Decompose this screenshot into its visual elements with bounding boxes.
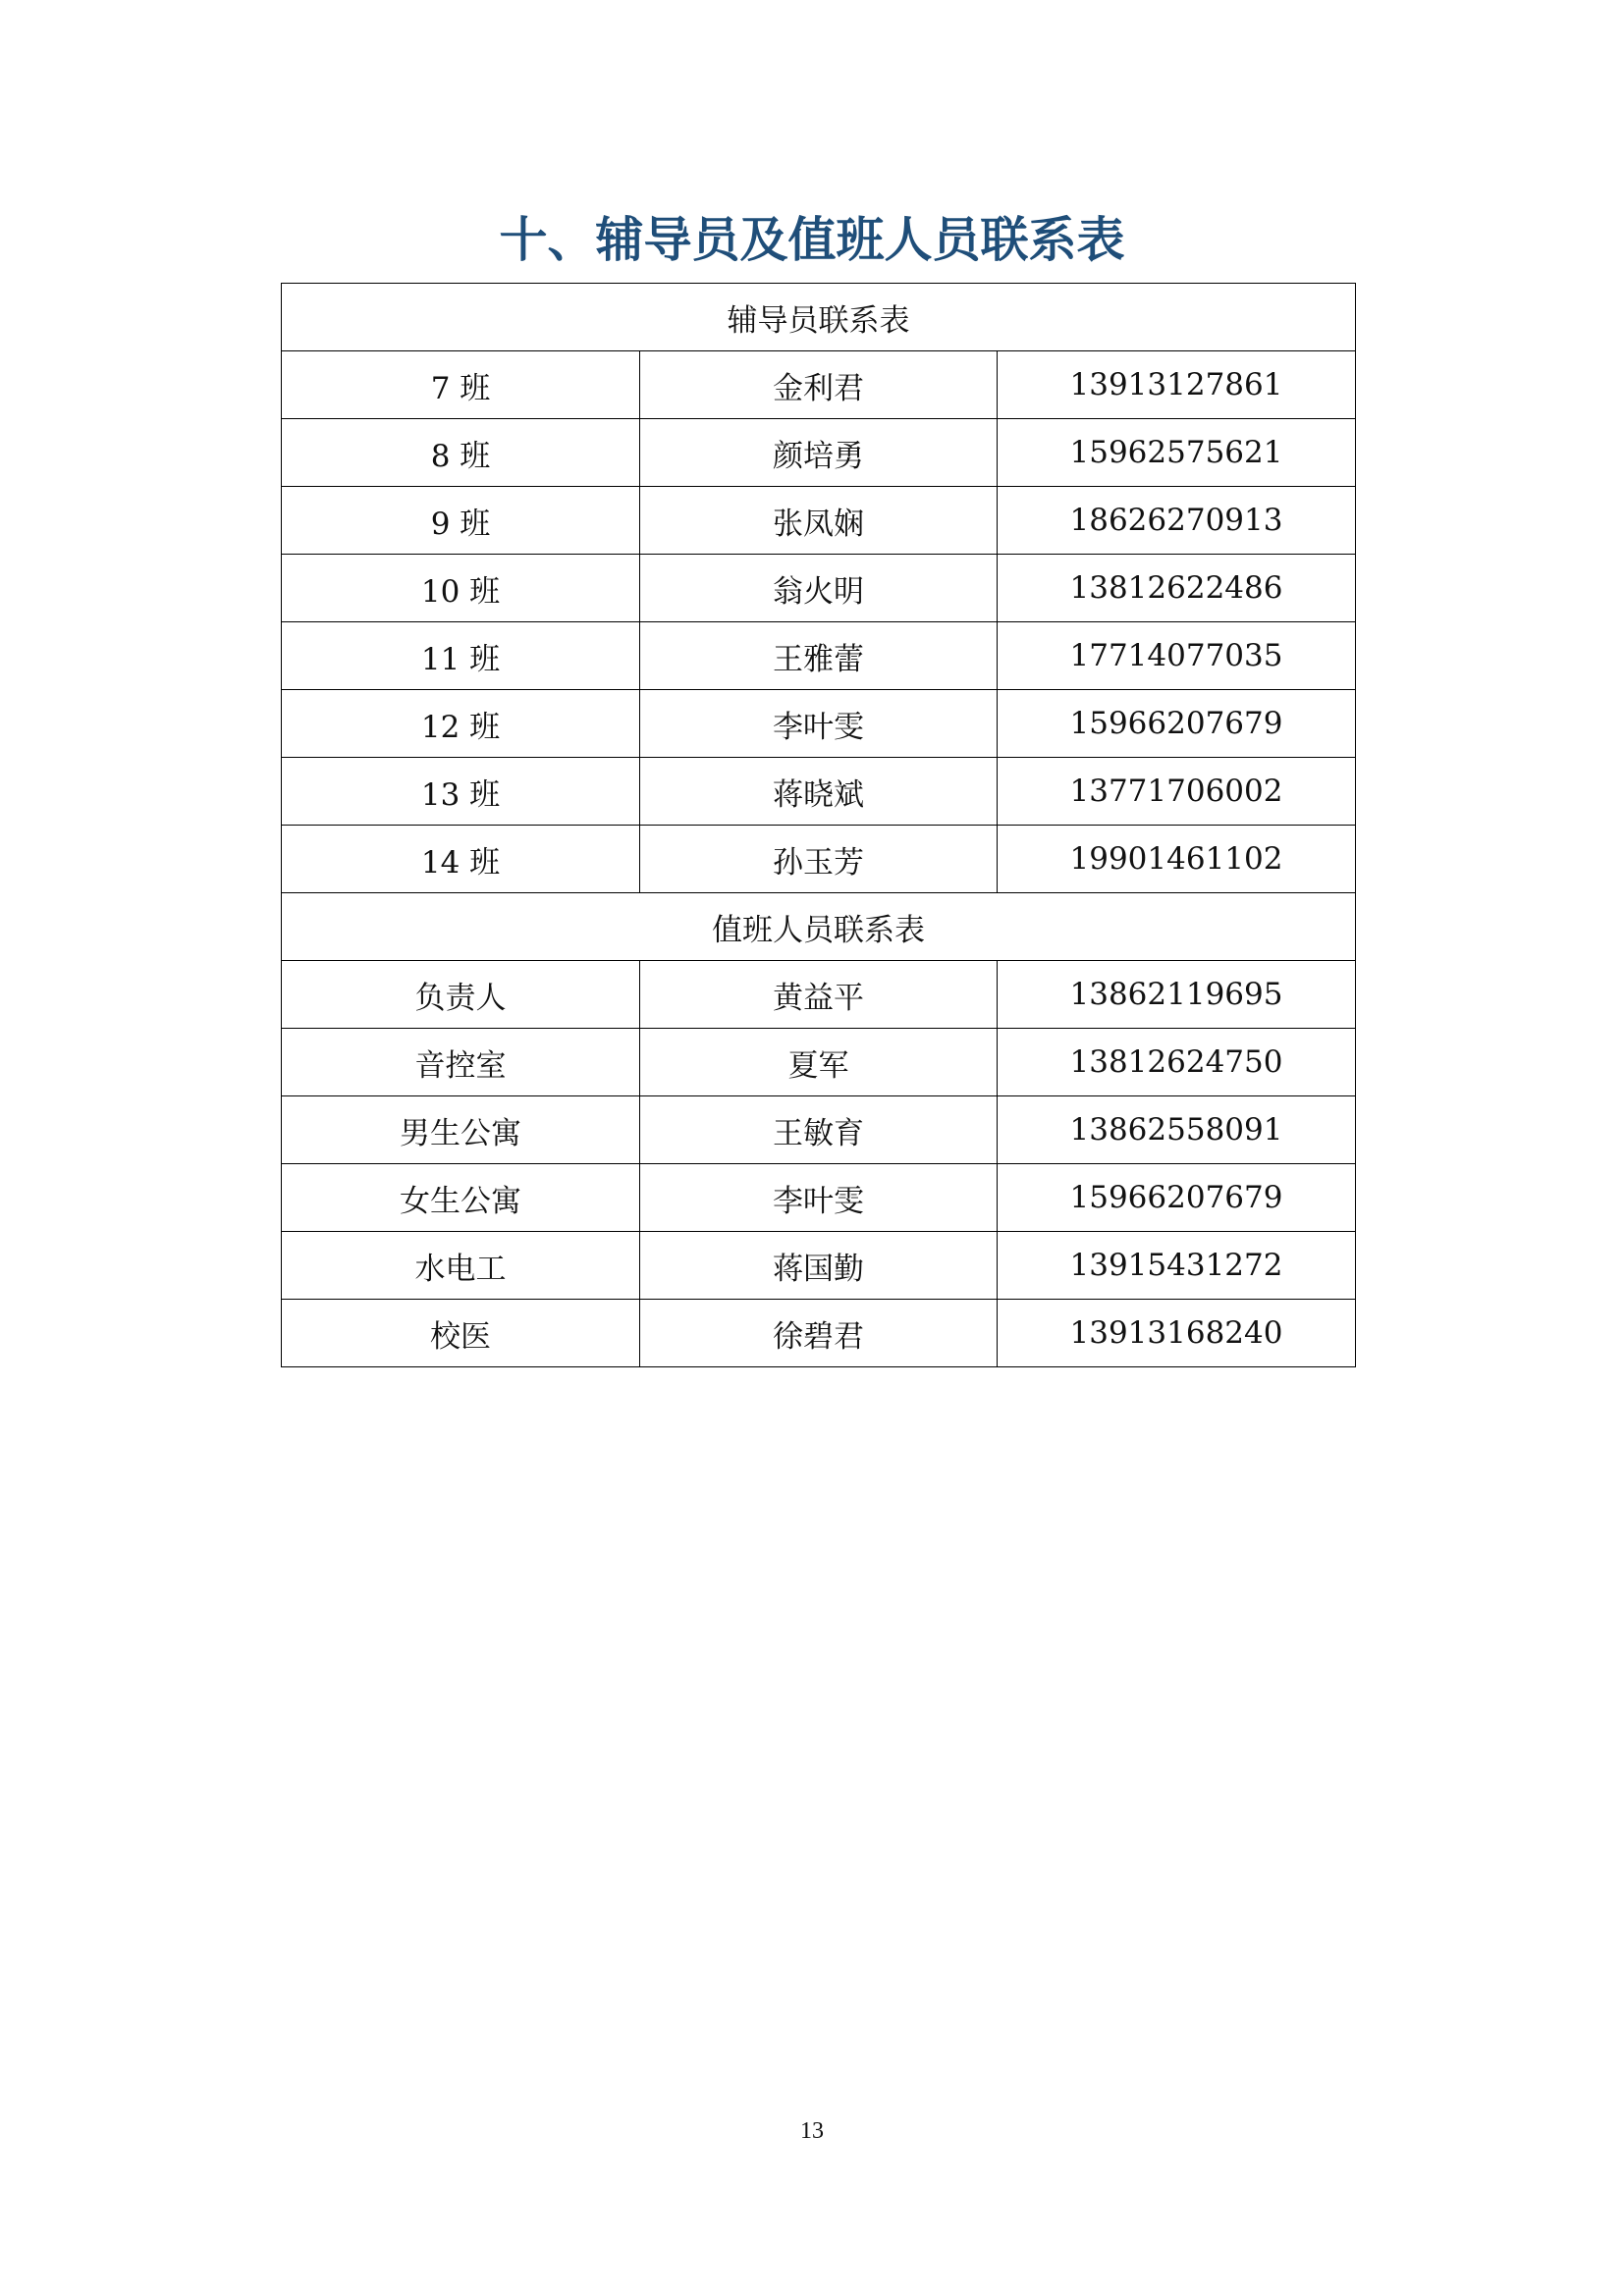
cell-phone: 13771706002 — [998, 758, 1356, 826]
cell-name: 金利君 — [640, 351, 998, 419]
table-row — [282, 1164, 1356, 1232]
cell-phone: 19901461102 — [998, 826, 1356, 893]
cell-name: 孙玉芳 — [640, 826, 998, 893]
table-row — [282, 622, 1356, 690]
section-header: 值班人员联系表 — [282, 893, 1356, 961]
cell-role: 9 班 — [282, 487, 640, 555]
section-header-row — [282, 284, 1356, 351]
table-row — [282, 961, 1356, 1029]
cell-name: 张凤娴 — [640, 487, 998, 555]
cell-name: 夏军 — [640, 1029, 998, 1096]
cell-role: 7 班 — [282, 351, 640, 419]
cell-phone: 15962575621 — [998, 419, 1356, 487]
cell-name: 王雅蕾 — [640, 622, 998, 690]
section-header: 辅导员联系表 — [282, 284, 1356, 351]
table-row — [282, 690, 1356, 758]
cell-phone: 13812624750 — [998, 1029, 1356, 1096]
cell-phone: 17714077035 — [998, 622, 1356, 690]
cell-phone: 15966207679 — [998, 1164, 1356, 1232]
cell-name: 徐碧君 — [640, 1300, 998, 1367]
table-row — [282, 351, 1356, 419]
cell-role: 12 班 — [282, 690, 640, 758]
cell-phone: 13812622486 — [998, 555, 1356, 622]
cell-name: 翁火明 — [640, 555, 998, 622]
table-row — [282, 1096, 1356, 1164]
contact-table-body — [282, 284, 1356, 1367]
cell-role: 男生公寓 — [282, 1096, 640, 1164]
table-row — [282, 758, 1356, 826]
cell-role: 14 班 — [282, 826, 640, 893]
cell-name: 王敏育 — [640, 1096, 998, 1164]
page-title: 十、辅导员及值班人员联系表 — [499, 212, 1125, 268]
cell-phone: 15966207679 — [998, 690, 1356, 758]
cell-role: 11 班 — [282, 622, 640, 690]
cell-role: 校医 — [282, 1300, 640, 1367]
cell-name: 蒋晓斌 — [640, 758, 998, 826]
contact-table — [281, 283, 1356, 1367]
cell-name: 黄益平 — [640, 961, 998, 1029]
table-row — [282, 1029, 1356, 1096]
table-row — [282, 826, 1356, 893]
cell-name: 蒋国勤 — [640, 1232, 998, 1300]
cell-phone: 13915431272 — [998, 1232, 1356, 1300]
table-row — [282, 1232, 1356, 1300]
table-row — [282, 1300, 1356, 1367]
page-number: 13 — [800, 2118, 824, 2144]
cell-role: 音控室 — [282, 1029, 640, 1096]
cell-role: 10 班 — [282, 555, 640, 622]
section-header-row — [282, 893, 1356, 961]
cell-phone: 13913127861 — [998, 351, 1356, 419]
cell-role: 8 班 — [282, 419, 640, 487]
cell-phone: 13913168240 — [998, 1300, 1356, 1367]
cell-phone: 13862119695 — [998, 961, 1356, 1029]
table-row — [282, 555, 1356, 622]
table-row — [282, 487, 1356, 555]
cell-name: 李叶雯 — [640, 690, 998, 758]
cell-role: 女生公寓 — [282, 1164, 640, 1232]
cell-role: 负责人 — [282, 961, 640, 1029]
cell-role: 水电工 — [282, 1232, 640, 1300]
table-row — [282, 419, 1356, 487]
cell-name: 李叶雯 — [640, 1164, 998, 1232]
cell-phone: 18626270913 — [998, 487, 1356, 555]
cell-role: 13 班 — [282, 758, 640, 826]
cell-phone: 13862558091 — [998, 1096, 1356, 1164]
cell-name: 颜培勇 — [640, 419, 998, 487]
